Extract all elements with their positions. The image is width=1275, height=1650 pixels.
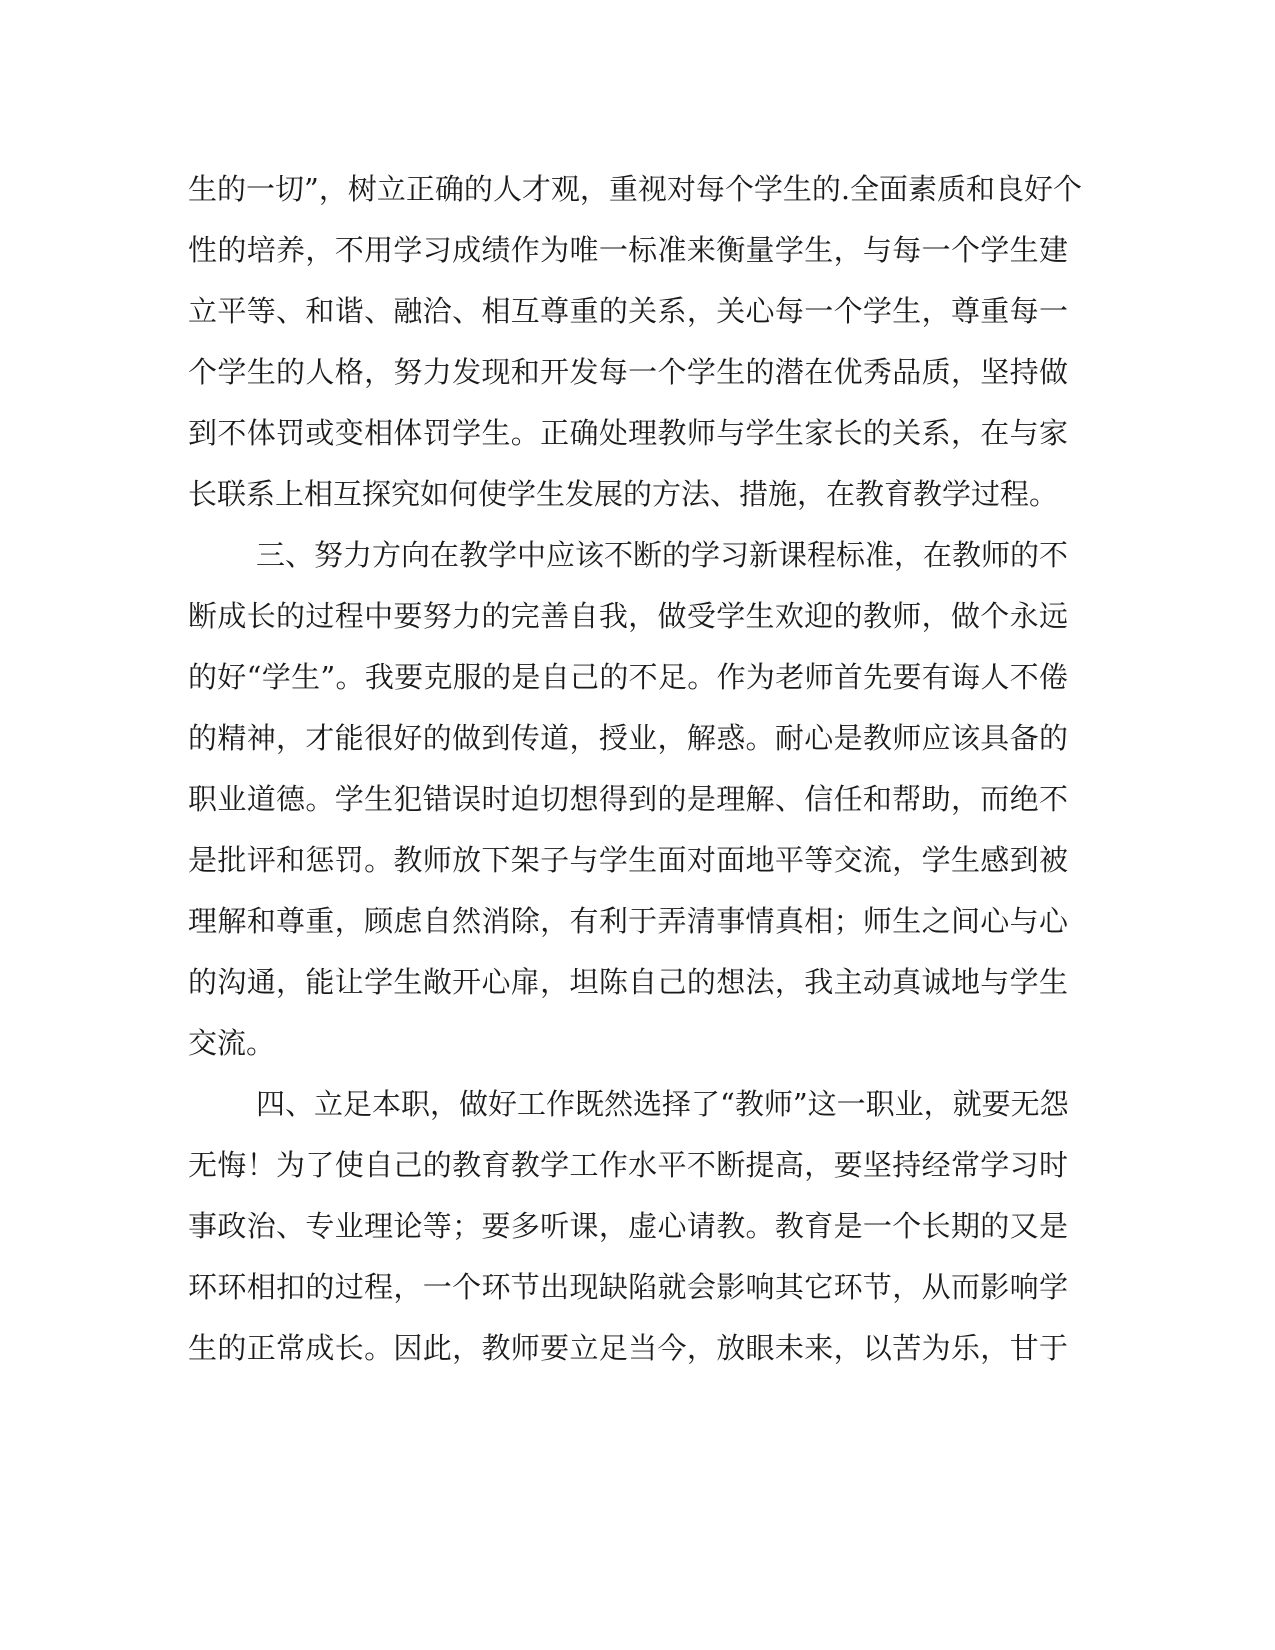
text-line: 的沟通，能让学生敞开心扉，坦陈自己的想法，我主动真诚地与学生: [188, 965, 1068, 999]
text-line: 理解和尊重，顾虑自然消除，有利于弄清事情真相；师生之间心与心: [188, 904, 1068, 938]
text-line: 到不体罚或变相体罚学生。正确处理教师与学生家长的关系，在与家: [188, 416, 1068, 450]
text-line: 事政治、专业理论等；要多听课，虚心请教。教育是一个长期的又是: [188, 1209, 1068, 1243]
paragraph-1: [188, 159, 1083, 525]
text-line: 环环相扣的过程，一个环节出现缺陷就会影响其它环节，从而影响学: [188, 1270, 1068, 1304]
text-line: 职业道德。学生犯错误时迫切想得到的是理解、信任和帮助，而绝不: [188, 782, 1068, 816]
text-line: 性的培养，不用学习成绩作为唯一标准来衡量学生，与每一个学生建: [188, 233, 1068, 267]
document-body: [188, 159, 1083, 1379]
text-line: 生的一切”，树立正确的人才观，重视对每个学生的.全面素质和良好个: [188, 172, 1083, 206]
text-line: 无悔！为了使自己的教育教学工作水平不断提高，要坚持经常学习时: [188, 1148, 1068, 1182]
text-line: 个学生的人格，努力发现和开发每一个学生的潜在优秀品质，坚持做: [188, 355, 1068, 389]
paragraph-2: [188, 525, 1068, 1074]
text-line: 交流。: [188, 1026, 276, 1060]
text-line: 四、立足本职，做好工作既然选择了“教师”这一职业，就要无怨: [256, 1087, 1069, 1121]
text-line: 是批评和惩罚。教师放下架子与学生面对面地平等交流，学生感到被: [188, 843, 1068, 877]
text-line: 生的正常成长。因此，教师要立足当今，放眼未来，以苦为乐，甘于: [188, 1331, 1068, 1365]
text-line: 的精神，才能很好的做到传道，授业，解惑。耐心是教师应该具备的: [188, 721, 1068, 755]
text-line: 断成长的过程中要努力的完善自我，做受学生欢迎的教师，做个永远: [188, 599, 1068, 633]
text-line: 的好“学生”。我要克服的是自己的不足。作为老师首先要有诲人不倦: [188, 660, 1068, 694]
text-line: 立平等、和谐、融洽、相互尊重的关系，关心每一个学生，尊重每一: [188, 294, 1068, 328]
paragraph-3: [188, 1074, 1068, 1379]
text-line: 三、努力方向在教学中应该不断的学习新课程标准，在教师的不: [256, 538, 1069, 572]
text-line: 长联系上相互探究如何使学生发展的方法、措施，在教育教学过程。: [188, 477, 1059, 511]
